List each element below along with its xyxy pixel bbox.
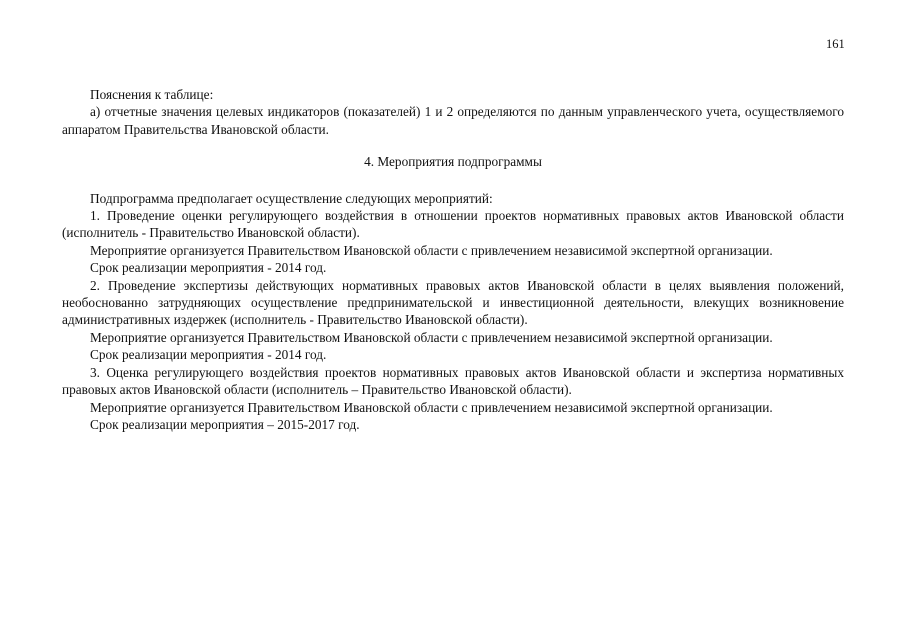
activity-1-text: 1. Проведение оценки регулирующего воздействия в отношении проектов нормативных правовых актов Ивановской области (исполнитель - Правительство Ивановской области).	[62, 208, 844, 241]
note-item-a: а) отчетные значения целевых индикаторов (показателей) 1 и 2 определяются по данным управленческого учета, осуществляемого аппаратом Правительства Ивановской области.	[62, 104, 844, 137]
activity-2-text: 2. Проведение экспертизы действующих нормативных правовых актов Ивановской области в целях выявления положений, необоснованно затрудняющих осуществление предпринимательской и инвестиционной деятельности, влекущих возникновение административных издержек (исполнитель - Правительство Ивановской области).	[62, 277, 844, 328]
activity-3-organizer: Мероприятие организуется Правительством Ивановской области с привлечением независимой экспертной организации.	[90, 399, 773, 415]
notes-title: Пояснения к таблице:	[90, 87, 214, 102]
section-intro: Подпрограмма предполагает осуществление следующих мероприятий:	[90, 190, 493, 206]
activity-3-text: 3. Оценка регулирующего воздействия проектов нормативных правовых актов Ивановской области и экспертиза нормативных правовых актов Ивановской области (исполнитель – Правительство Ивановской области).	[62, 364, 844, 398]
section-heading: 4. Мероприятия подпрограммы	[364, 154, 542, 170]
activity-2-organizer: Мероприятие организуется Правительством Ивановской области с привлечением независимой экспертной организации.	[90, 329, 773, 345]
document-body	[62, 86, 844, 433]
activity-2-term: Срок реализации мероприятия - 2014 год.	[90, 347, 327, 363]
activity-1-term: Срок реализации мероприятия - 2014 год.	[90, 260, 327, 276]
activity-1-organizer: Мероприятие организуется Правительством Ивановской области с привлечением независимой экспертной организации.	[90, 242, 773, 258]
page-number: 161	[826, 37, 845, 51]
activity-3-term: Срок реализации мероприятия – 2015-2017 год.	[90, 416, 360, 432]
